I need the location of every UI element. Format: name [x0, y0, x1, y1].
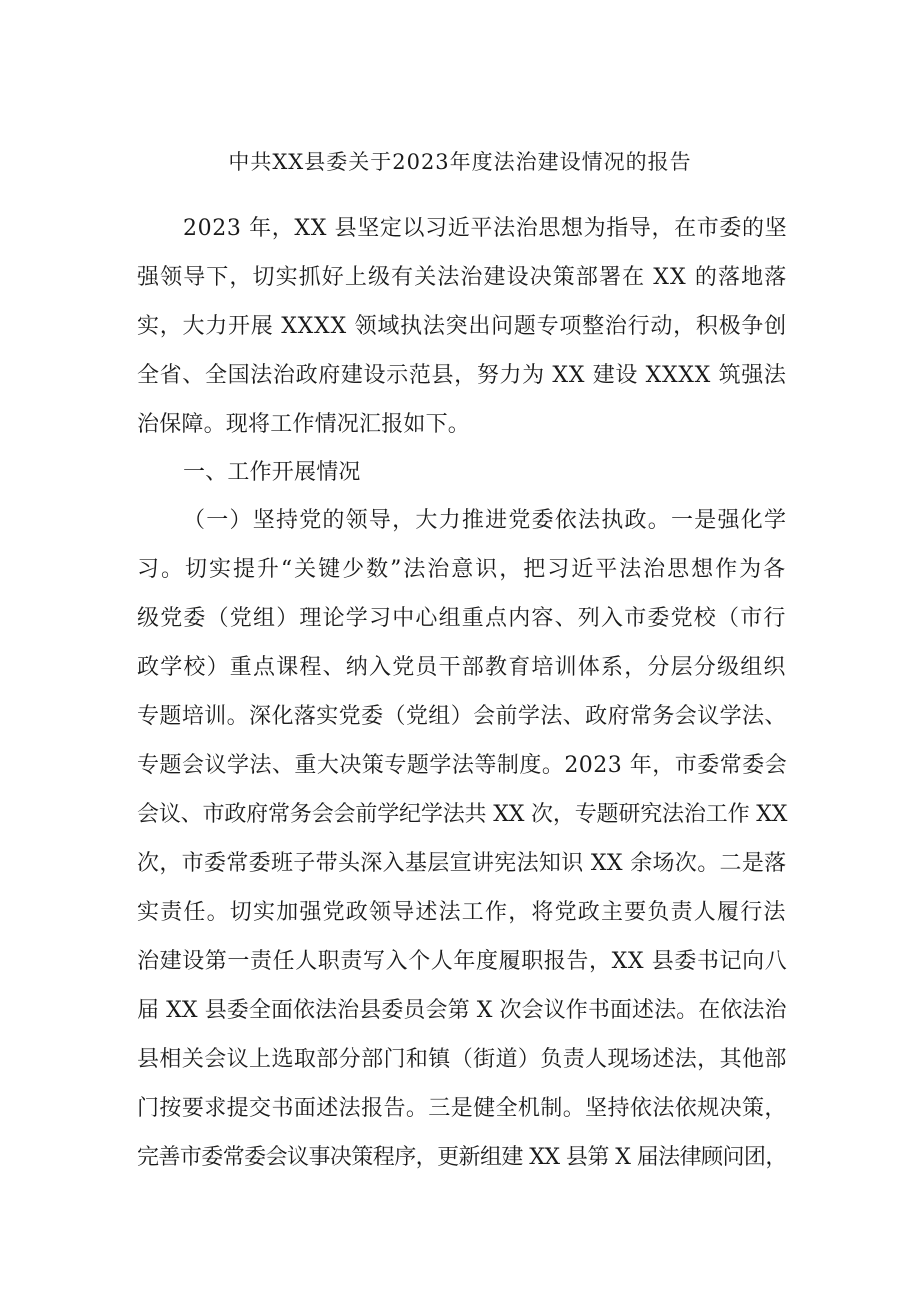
intro-line: 2023 年，XX 县坚定以习近平法治思想为指导，在市委的坚	[183, 216, 788, 241]
body-line: 次，市委常委班子带头深入基层宣讲宪法知识 XX 余场次。二是落	[137, 851, 787, 876]
body-line: 专题培训。深化落实党委（党组）会前学法、政府常务会议学法、	[137, 704, 787, 729]
body-line: 习。切实提升“关键少数”法治意识，把习近平法治思想作为各	[137, 557, 788, 582]
body-line: 政学校）重点课程、纳入党员干部教育培训体系，分层分级组织	[137, 655, 787, 680]
body-line: 治建设第一责任人职责写入个人年度履职报告，XX 县委书记向八	[137, 949, 788, 974]
body-line: 会议、市政府常务会会前学纪学法共 XX 次，专题研究法治工作 XX	[137, 802, 788, 827]
document-title: 中共XX县委关于2023年度法治建设情况的报告	[228, 150, 692, 174]
body-line: 届 XX 县委全面依法治县委员会第 X 次会议作书面述法。在依法治	[137, 998, 787, 1023]
body-line: 实责任。切实加强党政领导述法工作，将党政主要负责人履行法	[137, 900, 787, 925]
body-line: 县相关会议上选取部分部门和镇（街道）负责人现场述法，其他部	[137, 1047, 787, 1072]
intro-line: 全省、全国法治政府建设示范县，努力为 XX 建设 XXXX 筑强法	[137, 363, 787, 388]
body-line: （一）坚持党的领导，大力推进党委依法执政。一是强化学	[183, 508, 788, 533]
section-heading: 一、工作开展情况	[183, 460, 361, 485]
intro-line: 治保障。现将工作情况汇报如下。	[137, 412, 471, 437]
body-line: 完善市委常委会议事决策程序，更新组建 XX 县第 X 届法律顾问团，	[137, 1145, 787, 1170]
body-line: 门按要求提交书面述法报告。三是健全机制。坚持依法依规决策，	[137, 1096, 787, 1121]
intro-line: 强领导下，切实抓好上级有关法治建设决策部署在 XX 的落地落	[137, 265, 788, 290]
body-line: 专题会议学法、重大决策专题学法等制度。2023 年，市委常委会	[137, 753, 788, 778]
body-line: 级党委（党组）理论学习中心组重点内容、列入市委党校（市行	[137, 606, 787, 631]
intro-line: 实，大力开展 XXXX 领域执法突出问题专项整治行动，积极争创	[137, 314, 787, 339]
